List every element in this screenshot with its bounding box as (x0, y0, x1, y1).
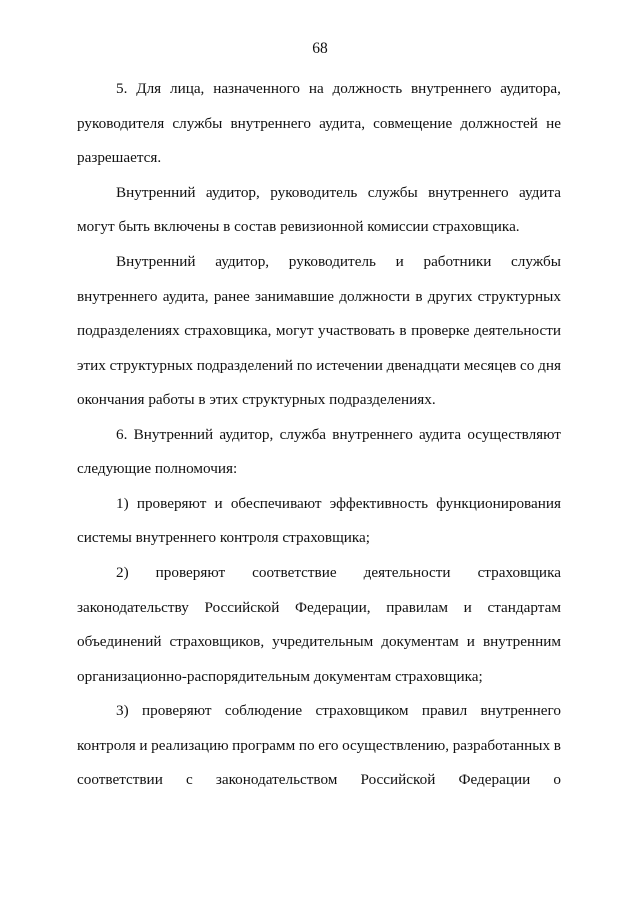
word: внутреннего (410, 80, 492, 97)
word: программ (232, 737, 296, 754)
word: Российской (204, 599, 280, 616)
word: деятельности (363, 564, 451, 581)
text-line (77, 114, 561, 134)
word: и (214, 495, 223, 512)
word: аудитор, (205, 184, 260, 201)
word: и (466, 633, 475, 650)
word: правилам (386, 599, 448, 616)
word: совмещение (373, 115, 453, 132)
word: обеспечивают (230, 495, 322, 512)
word: структурных (109, 357, 193, 374)
word: должность (332, 80, 403, 97)
text-line: разрешается. (77, 149, 162, 166)
word: учредительным (272, 633, 374, 650)
word: дня (538, 357, 561, 374)
word: лица, (169, 80, 205, 97)
word: 3) (116, 702, 129, 719)
word: могут (275, 322, 314, 339)
word: страховщика (477, 564, 561, 581)
word: аудита, (162, 288, 209, 305)
word: деятельности (474, 322, 561, 339)
word: по (298, 737, 315, 754)
word: истечении (316, 357, 383, 374)
word: Федерации, (295, 599, 371, 616)
word: с (185, 771, 193, 788)
word: службы (511, 253, 561, 270)
word: в (553, 737, 561, 754)
word: со (520, 357, 535, 374)
word: и (395, 253, 404, 270)
text-line (116, 494, 561, 514)
word: должности (339, 288, 411, 305)
word: в (399, 322, 407, 339)
text-line (116, 183, 561, 203)
word: 1) (116, 495, 129, 512)
word: соблюдение (224, 702, 303, 719)
word: подразделений (196, 357, 293, 374)
word: месяцев (463, 357, 517, 374)
word: внутреннего (332, 426, 413, 443)
word: страховщиков, (169, 633, 265, 650)
text-line (77, 736, 561, 756)
word: о (553, 771, 561, 788)
word: Российской (360, 771, 436, 788)
text-line (116, 79, 561, 99)
word: руководитель (270, 184, 358, 201)
text-line: организационно-распорядительным документам страховщика; (77, 668, 483, 685)
text-line: системы внутреннего контроля страховщика; (77, 529, 370, 546)
word: объединений (77, 633, 162, 650)
word: Федерации (458, 771, 531, 788)
word: внутреннего (428, 184, 509, 201)
word: 2) (116, 564, 129, 581)
word: внутреннего (480, 702, 561, 719)
text-line (116, 701, 561, 721)
word: на (308, 80, 324, 97)
word: не (546, 115, 561, 132)
text-line (77, 770, 561, 790)
word: аудитор, (215, 253, 270, 270)
word: Внутренний (133, 426, 214, 443)
word: должностей (460, 115, 538, 132)
word: проверяют (141, 702, 212, 719)
word: проверяют (136, 495, 207, 512)
word: законодательству (77, 599, 189, 616)
word: страховщиком (315, 702, 409, 719)
page-number: 68 (312, 40, 328, 57)
word: подразделениях (77, 322, 180, 339)
word: внутреннего (230, 115, 311, 132)
text-line (77, 356, 561, 376)
word: соответствии (77, 771, 163, 788)
word: структурных (477, 288, 561, 305)
word: осуществлению, (342, 737, 450, 754)
word: Внутренний (116, 184, 196, 201)
word: занимавшие (255, 288, 335, 305)
word: назначенного (213, 80, 300, 97)
word: работники (423, 253, 492, 270)
text-line: окончания работы в этих структурных подразделениях. (77, 391, 436, 408)
word: и (463, 599, 472, 616)
word: стандартам (487, 599, 561, 616)
word: ранее (213, 288, 250, 305)
word: эффективность (329, 495, 429, 512)
word: соответствие (252, 564, 337, 581)
word: правил (421, 702, 468, 719)
word: страховщика, (184, 322, 272, 339)
text-line (116, 563, 561, 583)
word: аудита (419, 426, 462, 443)
text-line: следующие полномочия: (77, 460, 238, 477)
word: служба (279, 426, 327, 443)
text-line (116, 425, 561, 445)
word: и (139, 737, 148, 754)
text-line (77, 321, 561, 341)
word: руководитель (288, 253, 376, 270)
word: аудитора, (500, 80, 561, 97)
word: аудита (518, 184, 561, 201)
word: двенадцати (386, 357, 461, 374)
word: аудита, (319, 115, 365, 132)
word: его (318, 737, 339, 754)
word: в (415, 288, 423, 305)
word: контроля (77, 737, 136, 754)
word: по (296, 357, 313, 374)
word: 5. (116, 80, 128, 97)
word: аудитор, (219, 426, 274, 443)
word: 6. (116, 426, 128, 443)
word: реализацию (151, 737, 229, 754)
word: осуществляют (467, 426, 561, 443)
word: проверке (411, 322, 470, 339)
word: внутреннего (77, 288, 158, 305)
word: участвовать (318, 322, 395, 339)
word: функционирования (436, 495, 561, 512)
word: документам (381, 633, 459, 650)
word: Для (136, 80, 162, 97)
word: законодательством (215, 771, 338, 788)
text-line (116, 252, 561, 272)
text-line (77, 598, 561, 618)
word: службы (367, 184, 418, 201)
word: руководителя (77, 115, 165, 132)
word: проверяют (155, 564, 226, 581)
text-line (77, 632, 561, 652)
text-line: могут быть включены в состав ревизионной комиссии страховщика. (77, 218, 520, 235)
word: внутренним (482, 633, 561, 650)
word: этих (77, 357, 106, 374)
word: разработанных (452, 737, 551, 754)
word: службы (172, 115, 223, 132)
word: Внутренний (116, 253, 196, 270)
text-line (77, 287, 561, 307)
word: других (427, 288, 473, 305)
